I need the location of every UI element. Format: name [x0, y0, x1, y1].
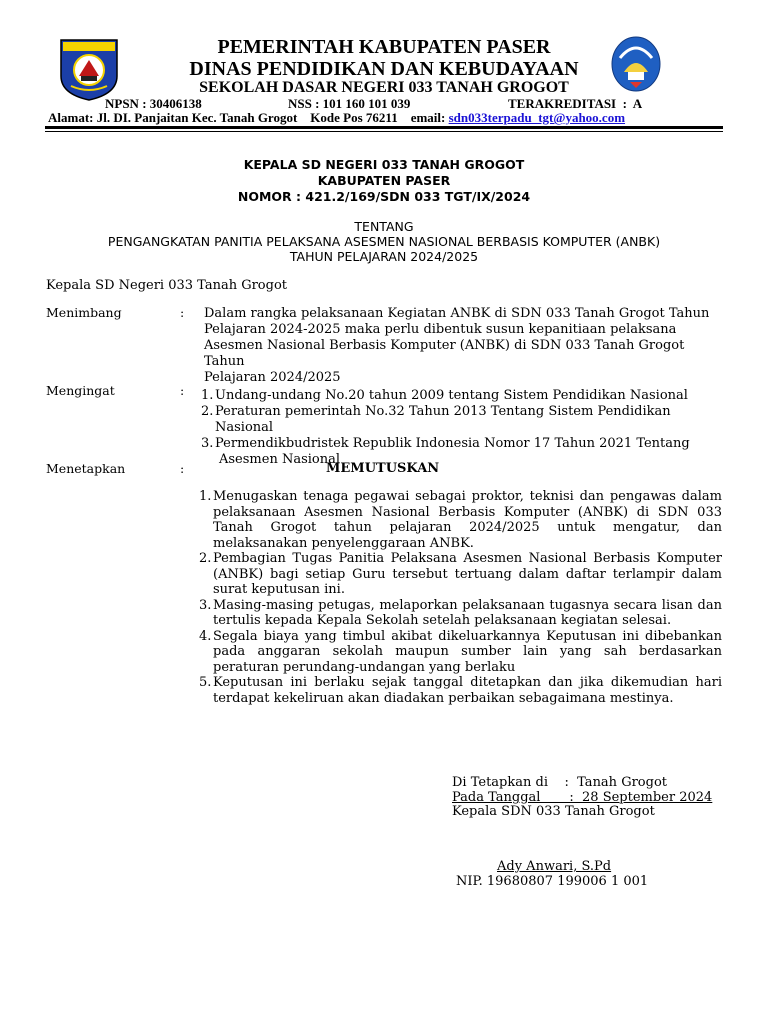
list-item	[199, 489, 722, 551]
item-number: 3.	[201, 436, 214, 451]
item-text: Asesmen Nasional	[219, 452, 341, 467]
letterhead-nss: NSS : 101 160 101 039	[288, 96, 411, 111]
menimbang-line: Asesmen Nasional Berbasis Komputer (ANBK) di SDN 033 Tanah Grogot Tahun	[204, 338, 685, 369]
letterhead-school: SEKOLAH DASAR NEGERI 033 TANAH GROGOT	[199, 79, 569, 96]
list-item	[199, 629, 722, 676]
email-link[interactable]: sdn033terpadu_tgt@yahoo.com	[448, 110, 626, 125]
letterhead-npsn: NPSN : 30406138	[105, 96, 202, 111]
menimbang-colon: :	[180, 305, 185, 320]
signature-name: Ady Anwari, S.Pd	[497, 859, 612, 874]
item-number: 2.	[201, 404, 214, 419]
menetapkan-colon: :	[180, 461, 185, 476]
item-text: Permendikbudristek Republik Indonesia Nomor 17 Tahun 2021 Tentang	[215, 436, 690, 451]
item-number: 4.	[199, 628, 212, 644]
list-item	[199, 551, 722, 598]
menetapkan-label: Menetapkan	[46, 461, 126, 476]
signature-position: Kepala SDN 033 Tanah Grogot	[452, 804, 655, 819]
list-item	[199, 598, 722, 629]
item-text: Pembagian Tugas Panitia Pelaksana Asesmen Nasional Berbasis Komputer (ANBK) bagi setiap Guru tersebut tertuang dalam daftar terlampir dalam surat keputusan ini.	[213, 551, 722, 597]
decision-heading: MEMUTUSKAN	[326, 461, 440, 476]
decree-school-year: TAHUN PELAJARAN 2024/2025	[289, 249, 479, 264]
signature-place: Di Tetapkan di : Tanah Grogot	[452, 775, 667, 790]
decree-issuer: KEPALA SD NEGERI 033 TANAH GROGOT	[243, 157, 525, 172]
item-text: Undang-undang No.20 tahun 2009 tentang Sistem Pendidikan Nasional	[215, 388, 688, 403]
menetapkan-list	[199, 489, 722, 706]
list-item	[199, 675, 722, 706]
signature-date: Pada Tanggal : 28 September 2024	[452, 790, 713, 805]
decree-number: NOMOR : 421.2/169/SDN 033 TGT/IX/2024	[237, 189, 531, 204]
item-number: 1.	[201, 388, 214, 403]
letterhead-accreditation: TERAKREDITASI : A	[508, 96, 643, 111]
list-item	[201, 388, 731, 404]
decree-regency: KABUPATEN PASER	[317, 173, 451, 188]
item-number: 5.	[199, 675, 212, 690]
list-item	[201, 436, 731, 468]
signature-nip: NIP. 19680807 199006 1 001	[456, 874, 649, 889]
letterhead-divider-thin	[45, 131, 723, 132]
mengingat-colon: :	[180, 383, 185, 398]
letterhead-address	[48, 110, 625, 125]
mengingat-label: Mengingat	[46, 383, 115, 398]
letterhead-department: DINAS PENDIDIKAN DAN KEBUDAYAAN	[189, 58, 579, 80]
decree-subject: PENGANGKATAN PANITIA PELAKSANA ASESMEN NASIONAL BERBASIS KOMPUTER (ANBK)	[107, 234, 661, 249]
item-text: Peraturan pemerintah No.32 Tahun 2013 Tentang Sistem Pendidikan Nasional	[215, 404, 671, 435]
item-text: Keputusan ini berlaku sejak tanggal ditetapkan dan jika dikemudian hari terdapat kekeliruan akan diadakan perbaikan sebagaimana mestinya.	[213, 675, 722, 706]
decree-about-label: TENTANG	[354, 219, 414, 234]
menimbang-text	[204, 306, 724, 386]
item-number: 1.	[199, 489, 212, 504]
menimbang-line: Pelajaran 2024/2025	[204, 370, 341, 385]
opening-line: Kepala SD Negeri 033 Tanah Grogot	[46, 278, 288, 293]
item-number: 3.	[199, 597, 212, 613]
item-text: Segala biaya yang timbul akibat dikeluarkannya Keputusan ini dibebankan pada anggaran sekolah maupun sumber lain yang sah berdasarkan peraturan perundang-undangan yang berlaku	[213, 628, 722, 675]
item-number: 2.	[199, 551, 212, 566]
address-text: Alamat: Jl. DI. Panjaitan Kec. Tanah Grogot Kode Pos 76211 email:	[48, 110, 449, 125]
menimbang-label: Menimbang	[46, 305, 122, 320]
item-text: Menugaskan tenaga pegawai sebagai proktor, teknisi dan pengawas dalam pelaksanaan Asesmen Nasional Berbasis Komputer (ANBK) di SDN 033 Tanah Grogot tahun pelajaran 2024/2025 untuk mengatur, dan melaksanakan penyelenggaraan ANBK.	[213, 489, 722, 551]
item-text: Masing-masing petugas, melaporkan pelaksanaan tugasnya secara lisan dan tertulis kepada Kepala Sekolah setelah pelaksanaan kegiatan selesai.	[213, 597, 722, 628]
letterhead-divider-thick	[45, 126, 723, 129]
menimbang-line: Dalam rangka pelaksanaan Kegiatan ANBK di SDN 033 Tanah Grogot Tahun	[204, 306, 710, 321]
list-item	[201, 404, 731, 436]
mengingat-list	[201, 388, 731, 468]
menimbang-line: Pelajaran 2024-2025 maka perlu dibentuk susun kepanitiaan pelaksana	[204, 322, 677, 337]
letterhead-government: PEMERINTAH KABUPATEN PASER	[217, 36, 551, 58]
